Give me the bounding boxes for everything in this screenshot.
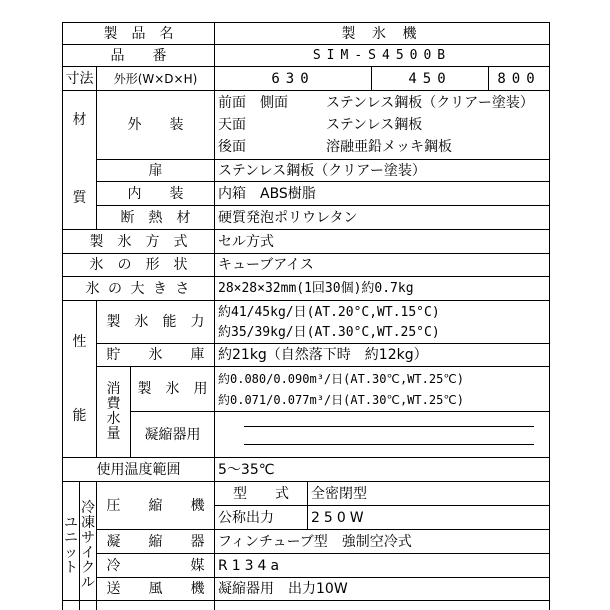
ice-method-label: 製 氷 方 式: [89, 233, 188, 250]
row-divider: [62, 600, 549, 601]
material-label-bottom: 質: [72, 190, 87, 206]
compressor-label: 圧 縮 機: [106, 497, 205, 514]
model-value: SIM-S4500B: [312, 48, 452, 63]
dimension-label: 寸法: [65, 70, 94, 87]
temp-range-value: 5～35℃: [218, 461, 275, 478]
label-char: ト: [64, 560, 78, 576]
fan-label: 送 風 機: [106, 581, 205, 597]
ice-method-value: セル方式: [218, 233, 274, 250]
performance-label-bottom: 能: [72, 408, 87, 424]
label-char: イ: [81, 545, 95, 561]
column-divider: [214, 22, 215, 610]
ice-water-use-label: 製 氷 用: [137, 381, 208, 397]
capacity-label: 製 氷 能 力: [106, 314, 205, 330]
product-name-value: 製 氷 機: [341, 25, 423, 42]
label-char: 量: [106, 426, 121, 442]
product-name-label: 製 品 名: [103, 25, 174, 42]
ice-size-label: 氷 の 大 き さ: [85, 280, 192, 297]
label-char: ッ: [64, 545, 78, 561]
refrigerant-label: 冷 媒: [106, 557, 205, 574]
ice-water-use-line: 約0.080/0.090m³/日(AT.30℃,WT.25℃): [218, 371, 465, 386]
label-char: サ: [81, 530, 95, 546]
exterior-part: 天面: [218, 117, 246, 133]
interior-label: 内 装: [127, 185, 184, 202]
material-label-top: 材: [72, 112, 87, 128]
height-value: 800: [497, 70, 541, 87]
water-consumption-label: [97, 367, 130, 457]
refrigeration-cycle-label: [80, 482, 96, 610]
ice-size-value: 28×28×32mm(1回30個)約0.7kg: [218, 281, 414, 296]
table-border-right: [549, 22, 550, 610]
refrigerant-value: R134a: [218, 557, 284, 574]
door-value: ステンレス鋼板（クリアー塗装）: [218, 162, 426, 179]
outer-size-label: 外形(W×D×H): [113, 71, 198, 86]
exterior-part: 前面 側面: [218, 95, 288, 111]
depth-value: 450: [408, 70, 452, 87]
blank-value-line: [244, 426, 534, 427]
label-char: 冷: [81, 500, 95, 516]
compressor-type-value: 全密閉型: [311, 485, 367, 502]
label-char: ニ: [64, 530, 78, 546]
model-label: 品 番: [110, 47, 167, 64]
condenser-value: フィンチューブ型 強制空冷式: [218, 533, 412, 550]
compressor-output-value: 250W: [311, 509, 368, 526]
fan-value: 凝縮器用 出力10W: [218, 581, 348, 597]
label-char: 水: [106, 411, 121, 427]
exterior-label: 外 装: [127, 117, 184, 133]
capacity-line: 約35/39kg/日(AT.30°C,WT.25°C): [218, 324, 440, 340]
ice-water-use-line: 約0.071/0.077m³/日(AT.30℃,WT.25℃): [218, 392, 465, 407]
label-char: ル: [81, 575, 95, 591]
label-char: 凍: [81, 515, 95, 531]
label-char: ユ: [64, 515, 78, 531]
exterior-material: ステンレス鋼板: [326, 117, 423, 133]
compressor-type-label: 型 式: [233, 485, 289, 502]
ice-shape-value: キューブアイス: [218, 257, 314, 273]
blank-value-line: [244, 444, 534, 445]
ice-shape-label: 氷 の 形 状: [89, 257, 188, 273]
door-label: 扉: [148, 162, 163, 179]
capacity-line: 約41/45kg/日(AT.20°C,WT.15°C): [218, 304, 440, 320]
insulation-label: 断 熱 材: [120, 209, 191, 226]
compressor-output-label: 公称出力: [218, 509, 274, 526]
performance-label-top: 性: [72, 334, 87, 350]
label-char: 消: [106, 381, 121, 397]
label-char: 費: [106, 396, 121, 412]
width-value: 630: [271, 70, 315, 87]
storage-label: 貯 氷 庫: [106, 347, 205, 363]
condenser-water-use-label: 凝縮器用: [144, 426, 201, 443]
exterior-material: ステンレス鋼板（クリアー塗装）: [326, 95, 534, 111]
temp-range-label: 使用温度範囲: [96, 461, 181, 478]
exterior-material: 溶融亜鉛メッキ鋼板: [326, 139, 452, 155]
storage-value: 約21kg（自然落下時 約12kg）: [218, 347, 428, 363]
unit-label: [63, 482, 79, 610]
condenser-label: 凝 縮 器: [106, 533, 205, 550]
label-char: ク: [81, 560, 95, 576]
insulation-value: 硬質発泡ポリウレタン: [218, 209, 358, 226]
column-divider: [307, 481, 308, 529]
exterior-part: 後面: [218, 139, 246, 155]
interior-value: 内箱 ABS樹脂: [218, 185, 316, 202]
